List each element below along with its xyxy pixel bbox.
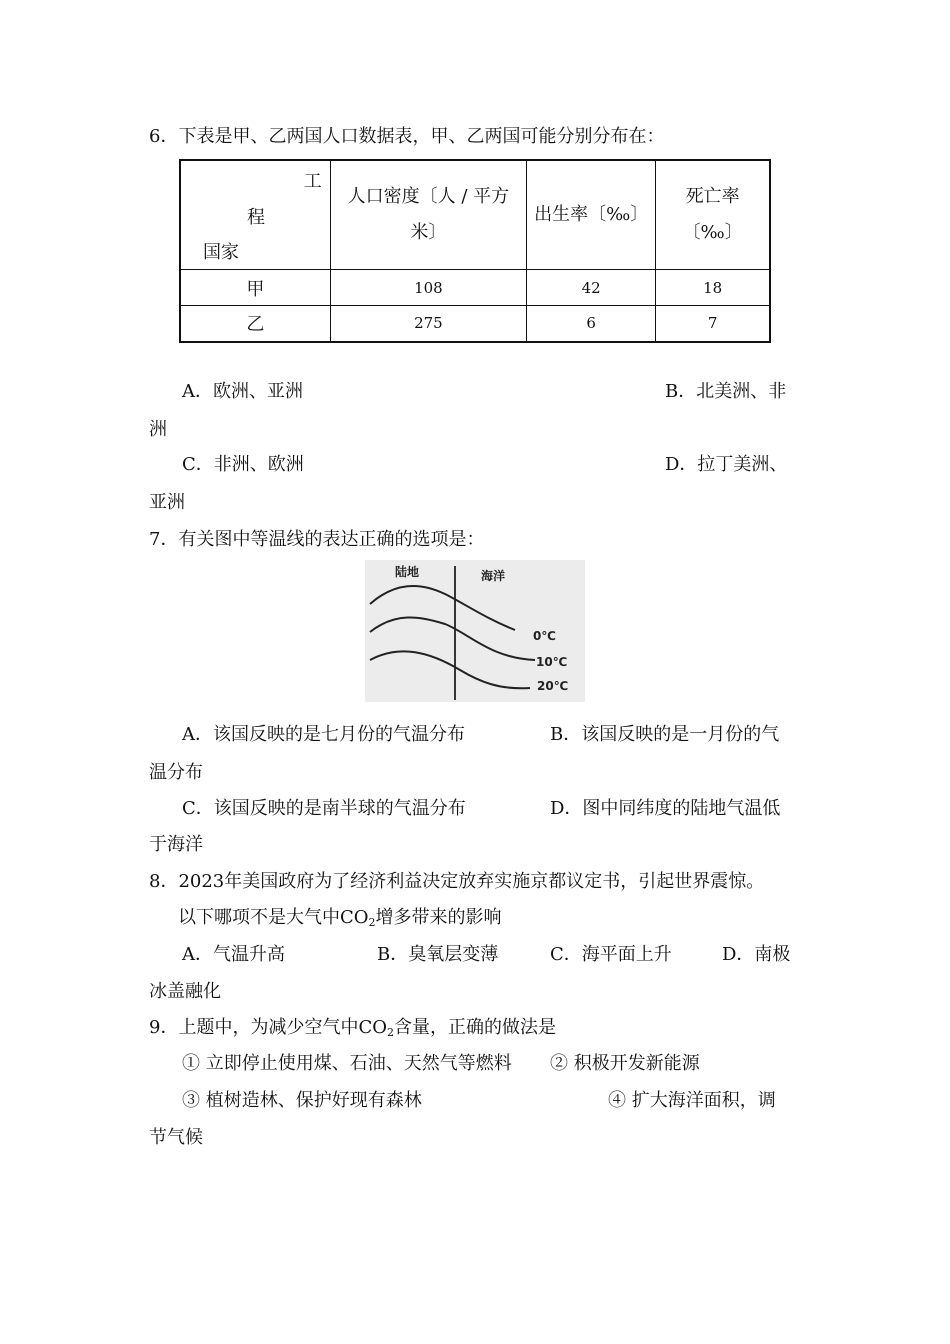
table-row [180,306,770,342]
q8-substem-tail: 增多带来的影响 [375,907,502,928]
header-birth-rate [527,160,656,270]
q9-stem-tail: 含量，正确的做法是 [393,1017,556,1038]
country-cell: 乙 [180,306,330,342]
q8-option-d: D．南极 [722,944,791,965]
corner-label-mid: 程 [247,207,265,228]
q7-option-b-wrap: 温分布 [149,762,203,783]
ocean-label: 海洋 [481,569,506,583]
q6-option-b-wrap: 洲 [149,419,167,440]
q7-stem: 7．有关图中等温线的表达正确的选项是： [149,529,485,550]
q6-option-c: C．非洲、欧洲 [182,454,304,475]
q6-option-b: B．北美洲、非 [665,381,787,402]
q6-option-a: A．欧洲、亚洲 [182,381,303,402]
table-header-row [180,160,770,270]
q7-option-c: C．该国反映的是南半球的气温分布 [182,798,466,819]
q9-item-1: ① 立即停止使用煤、石油、天然气等燃料 [182,1053,512,1074]
q9-item-3: ③ 植树造林、保护好现有森林 [182,1090,422,1111]
birth-cell: 6 [527,306,656,342]
land-label: 陆地 [395,565,420,579]
country-cell: 甲 [180,270,330,306]
corner-label-bottom: 国家 [203,242,239,263]
header-density-line2: 米〕 [410,222,447,243]
q9-item-4: ④ 扩大海洋面积，调 [608,1090,776,1111]
q9-subscript: 2 [386,1026,394,1039]
q7-option-d-wrap: 于海洋 [149,834,203,855]
header-density [330,160,526,270]
q9-stem [149,1016,556,1045]
isotherm-label-20: 20℃ [537,679,569,693]
q6-option-d-wrap: 亚洲 [149,492,185,513]
isotherm-figure [365,560,585,702]
header-birth-line1: 出生率〔‰〕 [534,204,649,225]
q7-option-a: A．该国反映的是七月份的气温分布 [182,724,465,745]
table-row [180,270,770,306]
q7-option-d: D．图中同纬度的陆地气温低 [550,798,781,819]
q8-stem: 8．2023年美国政府为了经济利益决定放弃实施京都议定书，引起世界震惊。 [149,871,765,892]
birth-cell: 42 [527,270,656,306]
table-corner-cell [180,160,330,270]
q9-item-4-wrap: 节气候 [149,1127,203,1148]
q8-option-b: B．臭氧层变薄 [377,944,499,965]
density-cell: 275 [330,306,526,342]
q8-option-d-wrap: 冰盖融化 [149,981,221,1002]
q8-subscript: 2 [368,916,376,929]
header-death-line2: 〔‰〕 [682,222,743,243]
q8-option-c: C．海平面上升 [550,944,672,965]
q6-option-d: D．拉丁美洲、 [665,454,788,475]
header-density-line1: 人口密度〔人 / 平方 [347,186,510,207]
q9-stem-text: 9．上题中，为减少空气中CO [149,1017,387,1038]
population-table [179,159,771,343]
death-cell: 7 [656,306,770,342]
q8-substem [178,906,502,935]
death-cell: 18 [656,270,770,306]
isotherm-label-10: 10℃ [536,655,568,669]
q9-item-2: ② 积极开发新能源 [550,1053,700,1074]
isotherm-label-0: 0℃ [533,629,556,643]
q6-stem: 6．下表是甲、乙两国人口数据表，甲、乙两国可能分别分布在： [149,126,665,147]
density-cell: 108 [330,270,526,306]
q7-option-b: B．该国反映的是一月份的气 [550,724,780,745]
header-death-line1: 死亡率 [685,186,740,207]
q8-option-a: A．气温升高 [182,944,285,965]
corner-label-top: 工 [303,171,322,192]
q8-substem-text: 以下哪项不是大气中CO [178,907,369,928]
header-death-rate [656,160,770,270]
